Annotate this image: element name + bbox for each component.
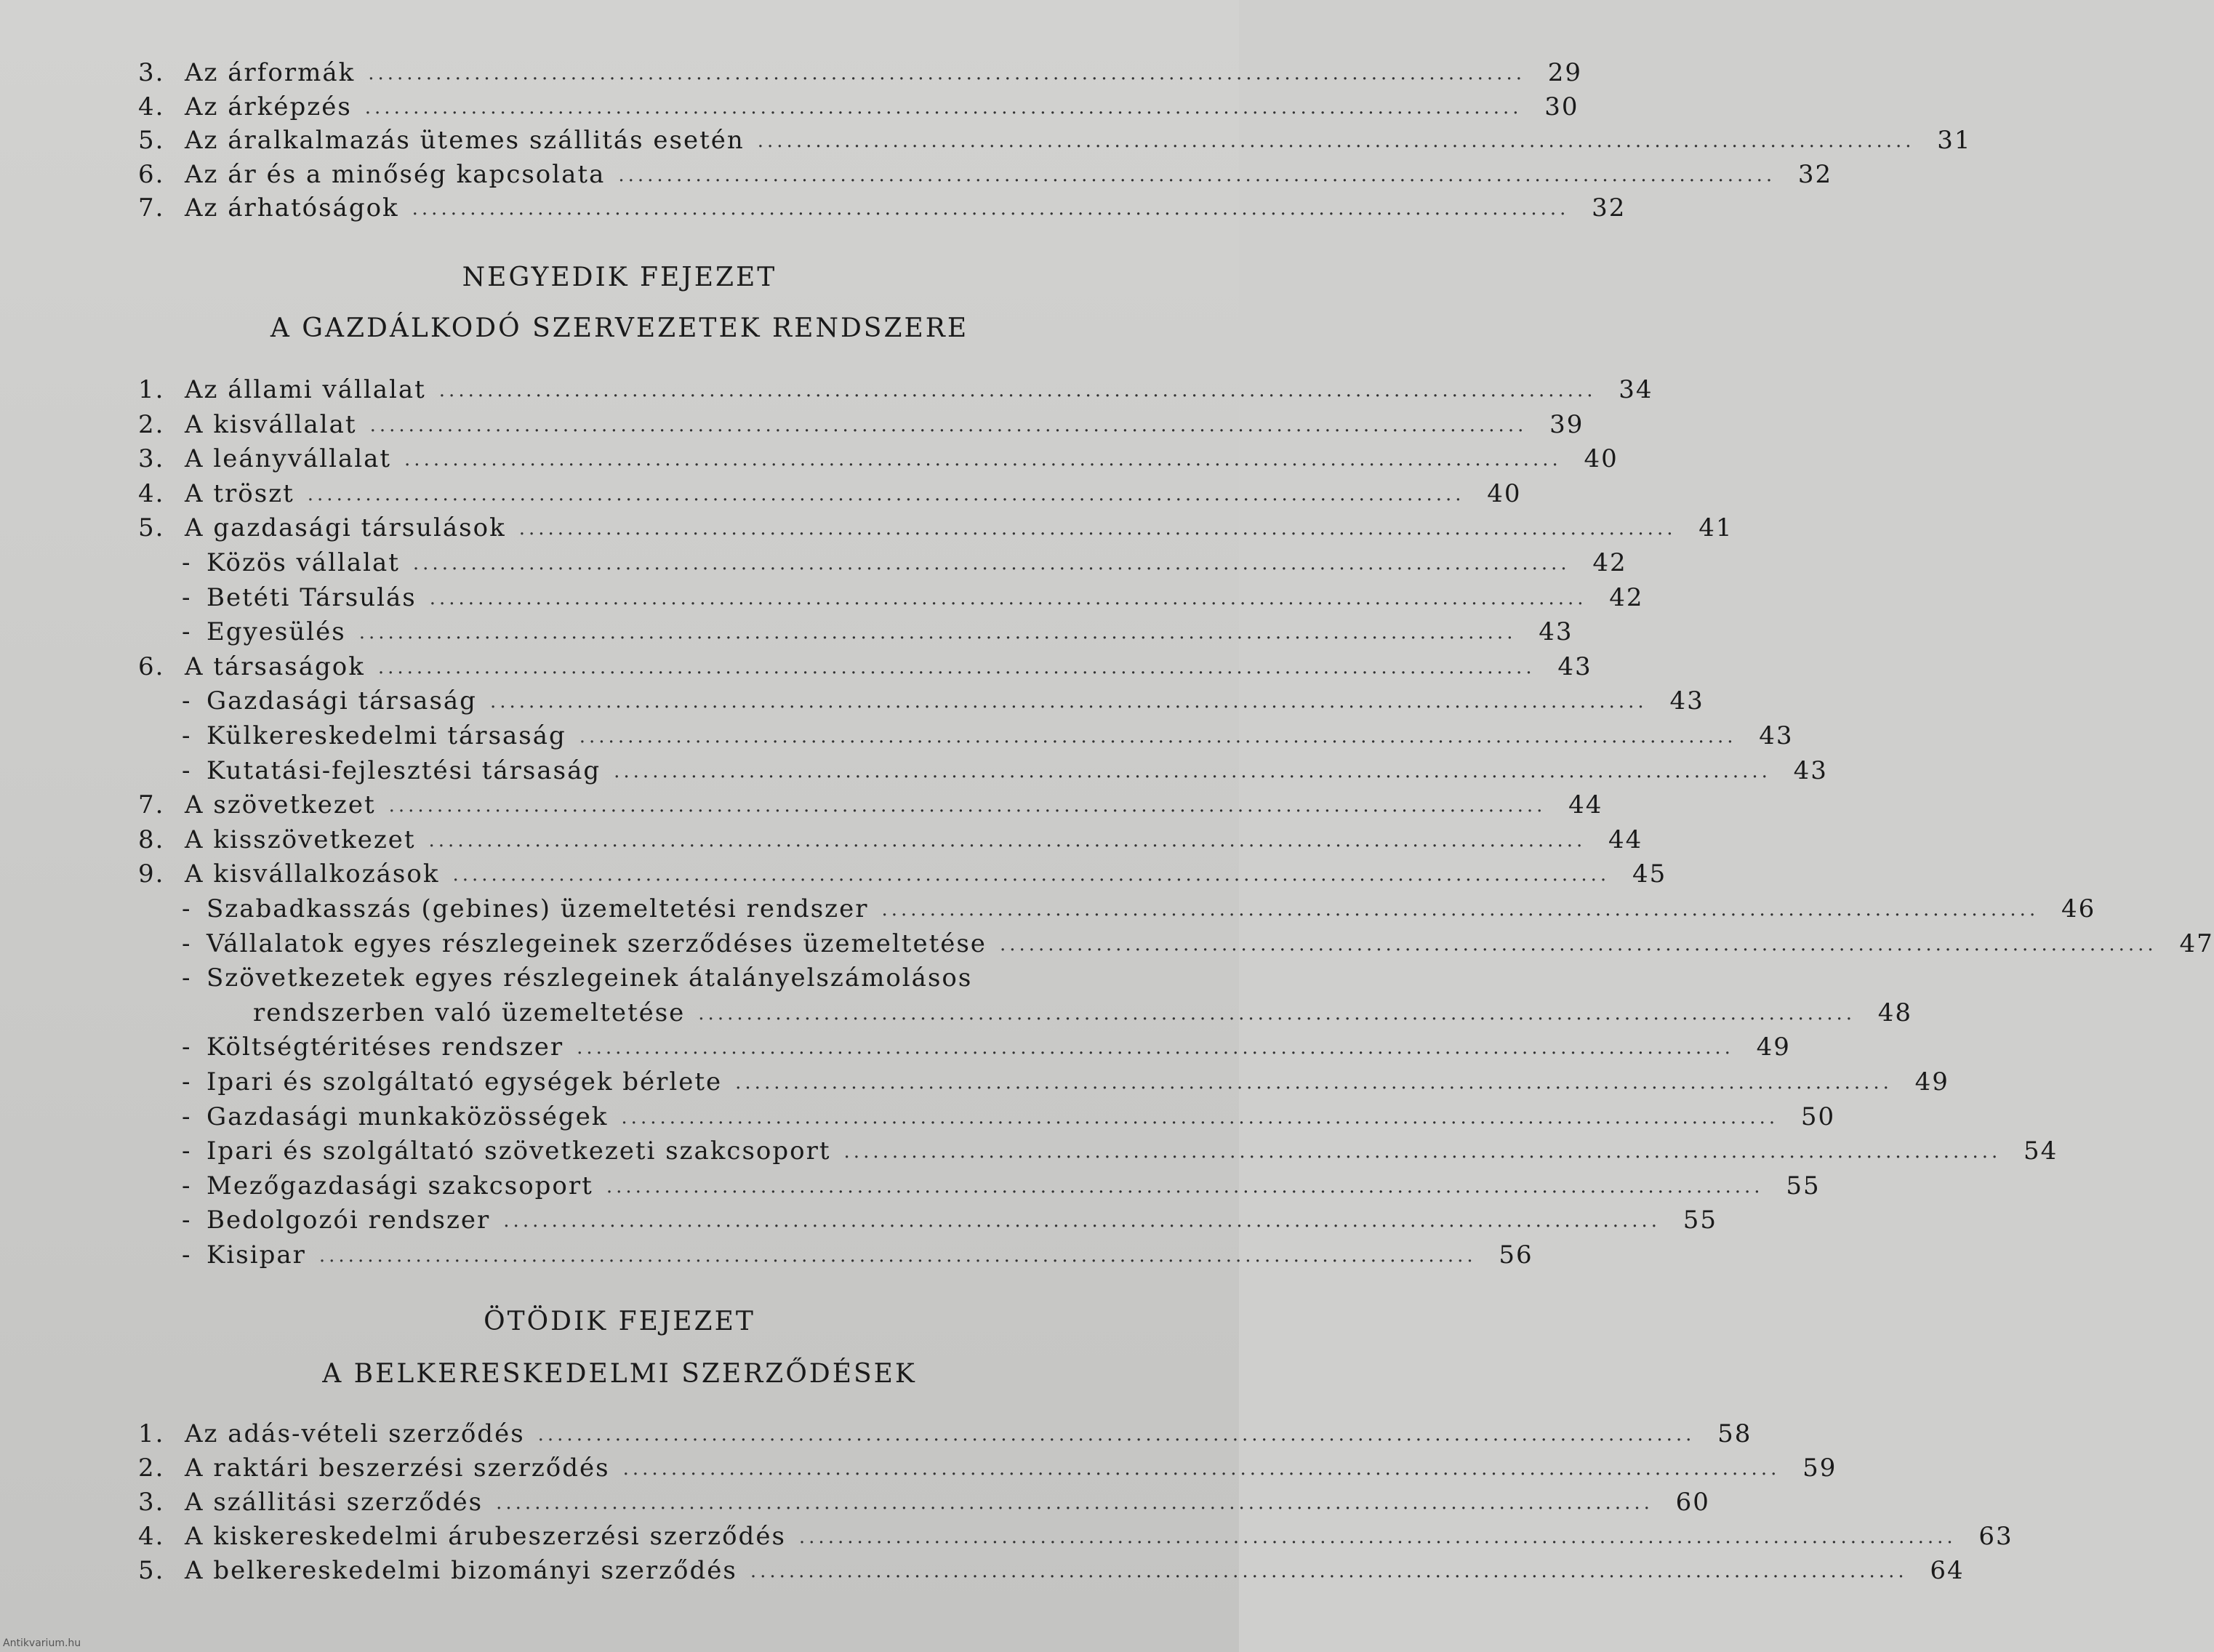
toc-entry [138,154,1833,189]
toc-entry-number: - [182,582,192,612]
toc-entry [138,1482,1710,1517]
toc-entry-page: 50 [1800,1102,1836,1131]
toc-entry-page: 42 [1609,582,1644,612]
toc-entry-page: 56 [1499,1240,1533,1270]
toc-entry [138,923,2214,958]
toc-entry-number: 2. [138,1453,165,1483]
toc-entry-number: - [182,721,192,750]
toc-entry-page: 55 [1682,1206,1718,1235]
toc-entry-number: 7. [138,790,165,820]
toc-entry-page: 29 [1547,58,1582,87]
leader-dots: ........................................................................................................................ [757,130,1915,152]
toc-entry-title: A belkereskedelmi bizományi szerződés [185,1556,737,1585]
toc-entry-number: 3. [138,1488,165,1517]
leader-dots: ........................................................................................................................ [404,449,1562,471]
toc-entry-number: - [182,1171,192,1200]
toc-entry-number: 4. [138,92,165,121]
toc-entry [138,120,1972,155]
toc-entry-title: rendszerben való üzemeltetése [253,998,686,1027]
toc-entry [138,646,1592,681]
leader-dots: ........................................................................................................................ [429,587,1587,609]
leader-dots: ........................................................................................................................ [622,1458,1781,1480]
toc-entry [138,785,1603,820]
chapter4-title: A GAZDÁLKODÓ SZERVEZETEK RENDSZERE [270,313,969,343]
toc-entry-page: 40 [1487,478,1522,508]
toc-entry-number: - [182,963,192,993]
toc-entry-title: A kisszövetkezet [185,825,416,854]
toc-entry-number: 5. [138,513,165,543]
toc-entry-title: A gazdasági társulások [185,513,506,543]
leader-dots: ........................................................................................................................ [999,933,2157,955]
toc-entry-page: 30 [1544,92,1579,121]
leader-dots: ........................................................................................................................ [750,1560,1908,1582]
leader-dots: ........................................................................................................................ [798,1526,1957,1548]
toc-entry-page: 64 [1930,1556,1965,1585]
toc-entry-number: - [182,617,192,647]
toc-entry-page: 39 [1549,409,1584,439]
toc-entry-title: A tröszt [185,478,294,508]
toc-entry [138,404,1584,439]
toc-entry-number: - [182,894,192,923]
leader-dots: ........................................................................................................................ [412,198,1570,220]
toc-entry-number: 2. [138,409,165,439]
toc-entry-title: A társaságok [185,651,365,681]
toc-entry-number: 1. [138,1419,165,1448]
toc-entry [138,508,1733,543]
leader-dots: ........................................................................................................................ [503,1210,1661,1232]
chapter5-heading: ÖTÖDIK FEJEZET [484,1307,755,1336]
toc-entry-page: 47 [2179,929,2214,958]
toc-entry-title: Az árformák [185,58,356,87]
toc-entry-page: 43 [1669,686,1704,716]
toc-entry [138,1096,1836,1131]
toc-entry-page: 54 [2024,1136,2058,1166]
toc-entry-title: Kisipar [206,1240,306,1270]
toc-entry-number: 4. [138,478,165,508]
leader-dots: ........................................................................................................................ [881,899,2039,921]
chapter4-heading: NEGYEDIK FEJEZET [462,262,777,292]
toc-entry [138,1414,1752,1448]
leader-dots: ........................................................................................................................ [577,1037,1734,1059]
toc-entry-title: Az áralkalmazás ütemes szállitás esetén [185,126,745,155]
toc-entry-title: Költségtéritéses rendszer [206,1032,564,1062]
toc-entry-page: 58 [1717,1419,1752,1448]
toc-entry-title: Szabadkasszás (gebines) üzemeltetési rendszer [206,894,869,923]
toc-entry [138,715,1794,750]
toc-entry-number: - [182,1067,192,1096]
toc-entry [138,52,1582,87]
toc-entry-number: - [182,1032,192,1062]
toc-entry-number: - [182,548,192,577]
toc-entry-number: 5. [138,126,165,155]
toc-entry-page: 49 [1914,1067,1949,1096]
toc-entry-number: 5. [138,1556,165,1585]
toc-entry-number: 9. [138,859,165,889]
toc-entry [138,681,1704,716]
leader-dots: ........................................................................................................................ [843,1141,2002,1163]
leader-dots: ........................................................................................................................ [364,96,1523,119]
leader-dots: ........................................................................................................................ [307,483,1465,505]
toc-entry-page: 32 [1797,159,1833,189]
toc-entry [138,473,1522,508]
leader-dots: ........................................................................................................................ [496,1492,1653,1514]
toc-entry-number: - [182,1102,192,1131]
toc-entry-title: Bedolgozói rendszer [206,1206,491,1235]
leader-dots: ........................................................................................................................ [438,380,1597,401]
toc-entry [138,1062,1949,1096]
toc-entry-page: 43 [1557,651,1592,681]
toc-entry-page: 34 [1619,375,1653,404]
toc-entry-title: Gazdasági társaság [206,686,477,716]
toc-entry-number: 4. [138,1522,165,1551]
toc-entry [138,889,2096,923]
toc-entry-title: Az adás-vételi szerződés [185,1419,525,1448]
toc-entry [138,542,1627,577]
toc-entry [138,958,1185,993]
toc-entry-page: 55 [1786,1171,1821,1200]
toc-entry-title: Közös vállalat [206,548,400,577]
toc-entry-page: 60 [1675,1488,1710,1517]
toc-entry-page: 42 [1592,548,1627,577]
toc-entry [138,1550,1965,1585]
toc-entry-number: 1. [138,375,165,404]
leader-dots: ........................................................................................................................ [606,1175,1764,1198]
leader-dots: ........................................................................................................................ [735,1072,1893,1094]
toc-entry [138,819,1643,854]
leader-dots: ........................................................................................................................ [452,864,1611,886]
toc-entry-title: Mezőgazdasági szakcsoport [206,1171,593,1200]
toc-entry [138,750,1828,785]
leader-dots: ........................................................................................................................ [537,1424,1696,1446]
toc-entry [138,612,1573,647]
leader-dots: ........................................................................................................................ [412,553,1571,574]
toc-entry [138,369,1653,404]
toc-entry-title: Az árképzés [185,92,352,121]
toc-entry-page: 43 [1759,721,1794,750]
leader-dots: ........................................................................................................................ [388,795,1547,817]
toc-entry-title: Külkereskedelmi társaság [206,721,566,750]
toc-entry-number: - [182,755,192,785]
toc-entry-title: Az állami vállalat [185,375,426,404]
toc-entry [138,577,1644,612]
toc-entry-page: 43 [1793,755,1828,785]
toc-entry [138,1200,1718,1235]
toc-entry-title: Kutatási-fejlesztési társaság [206,755,601,785]
toc-entry-page: 49 [1756,1032,1791,1062]
toc-entry-number: 6. [138,651,165,681]
toc-entry-page: 44 [1568,790,1603,820]
toc-entry [138,1166,1821,1200]
leader-dots: ........................................................................................................................ [358,622,1517,644]
toc-entry [138,1027,1791,1062]
toc-entry-title: A szövetkezet [185,790,376,820]
toc-entry [138,438,1619,474]
chapter5-title: A BELKERESKEDELMI SZERZŐDÉSEK [322,1359,917,1389]
toc-entry-number: 8. [138,825,165,854]
toc-entry-title: Ipari és szolgáltató egységek bérlete [206,1067,723,1096]
leader-dots: ........................................................................................................................ [377,656,1536,678]
leader-dots: ........................................................................................................................ [318,1245,1477,1267]
toc-entry-number: - [182,1206,192,1235]
toc-entry-page: 63 [1978,1522,2013,1551]
toc-entry-title: Vállalatok egyes részlegeinek szerződéses üzemeltetése [206,929,987,958]
toc-entry [138,1131,2058,1166]
toc-entry [138,87,1579,121]
toc-entry-title: A kisvállalkozások [185,859,440,889]
toc-entry-number: - [182,686,192,716]
toc-entry [138,854,1667,889]
toc-entry-number: - [182,1240,192,1270]
toc-entry-number: - [182,1136,192,1166]
toc-entry [138,1235,1533,1270]
leader-dots: ........................................................................................................................ [428,829,1587,851]
toc-entry-title: Az ár és a minőség kapcsolata [185,159,606,189]
toc-entry-number: 3. [138,444,165,474]
toc-entry [138,1516,2013,1551]
toc-entry [138,993,1913,1027]
toc-entry-number: - [182,929,192,958]
toc-entry [138,188,1627,222]
toc-entry-page: 43 [1539,617,1573,647]
toc-entry-page: 40 [1584,444,1619,474]
toc-entry-title: A kiskereskedelmi árubeszerzési szerződés [185,1522,786,1551]
toc-entry-page: 48 [1877,998,1913,1027]
toc-entry-page: 45 [1632,859,1667,889]
toc-entry-page: 59 [1802,1453,1837,1483]
toc-entry-title: Szövetkezetek egyes részlegeinek átalányelszámolásos [206,963,973,993]
toc-entry-number: 7. [138,193,165,222]
leader-dots: ........................................................................................................................ [621,1106,1779,1128]
toc-entry-title: A leányvállalat [185,444,392,474]
toc-entry-title: Gazdasági munkaközösségek [206,1102,609,1131]
toc-entry-number: 6. [138,159,165,189]
toc-entry [138,1448,1837,1483]
toc-entry-title: Ipari és szolgáltató szövetkezeti szakcsoport [206,1136,831,1166]
leader-dots: ........................................................................................................................ [698,1002,1856,1025]
toc-entry-page: 44 [1608,825,1643,854]
toc-entry-page: 32 [1592,193,1627,222]
leader-dots: ........................................................................................................................ [614,760,1771,782]
leader-dots: ........................................................................................................................ [518,518,1677,540]
leader-dots: ........................................................................................................................ [489,691,1648,713]
toc-entry-number: 3. [138,58,165,87]
leader-dots: ........................................................................................................................ [579,726,1737,747]
leader-dots: ........................................................................................................................ [368,63,1525,84]
toc-entry-page: 31 [1937,126,1972,155]
watermark: Antikvarium.hu [3,1637,81,1649]
toc-entry-title: A kisvállalat [185,409,357,439]
toc-entry-title: A szállitási szerződés [185,1488,484,1517]
toc-entry-title: Az árhatóságok [185,193,399,222]
toc-entry-page: 46 [2061,894,2096,923]
toc-entry-page: 41 [1698,513,1733,543]
leader-dots: ........................................................................................................................ [369,414,1528,436]
toc-entry-title: Egyesülés [206,617,346,647]
leader-dots: ........................................................................................................................ [618,164,1776,186]
toc-entry-title: A raktári beszerzési szerződés [185,1453,610,1483]
toc-entry-title: Betéti Társulás [206,582,417,612]
